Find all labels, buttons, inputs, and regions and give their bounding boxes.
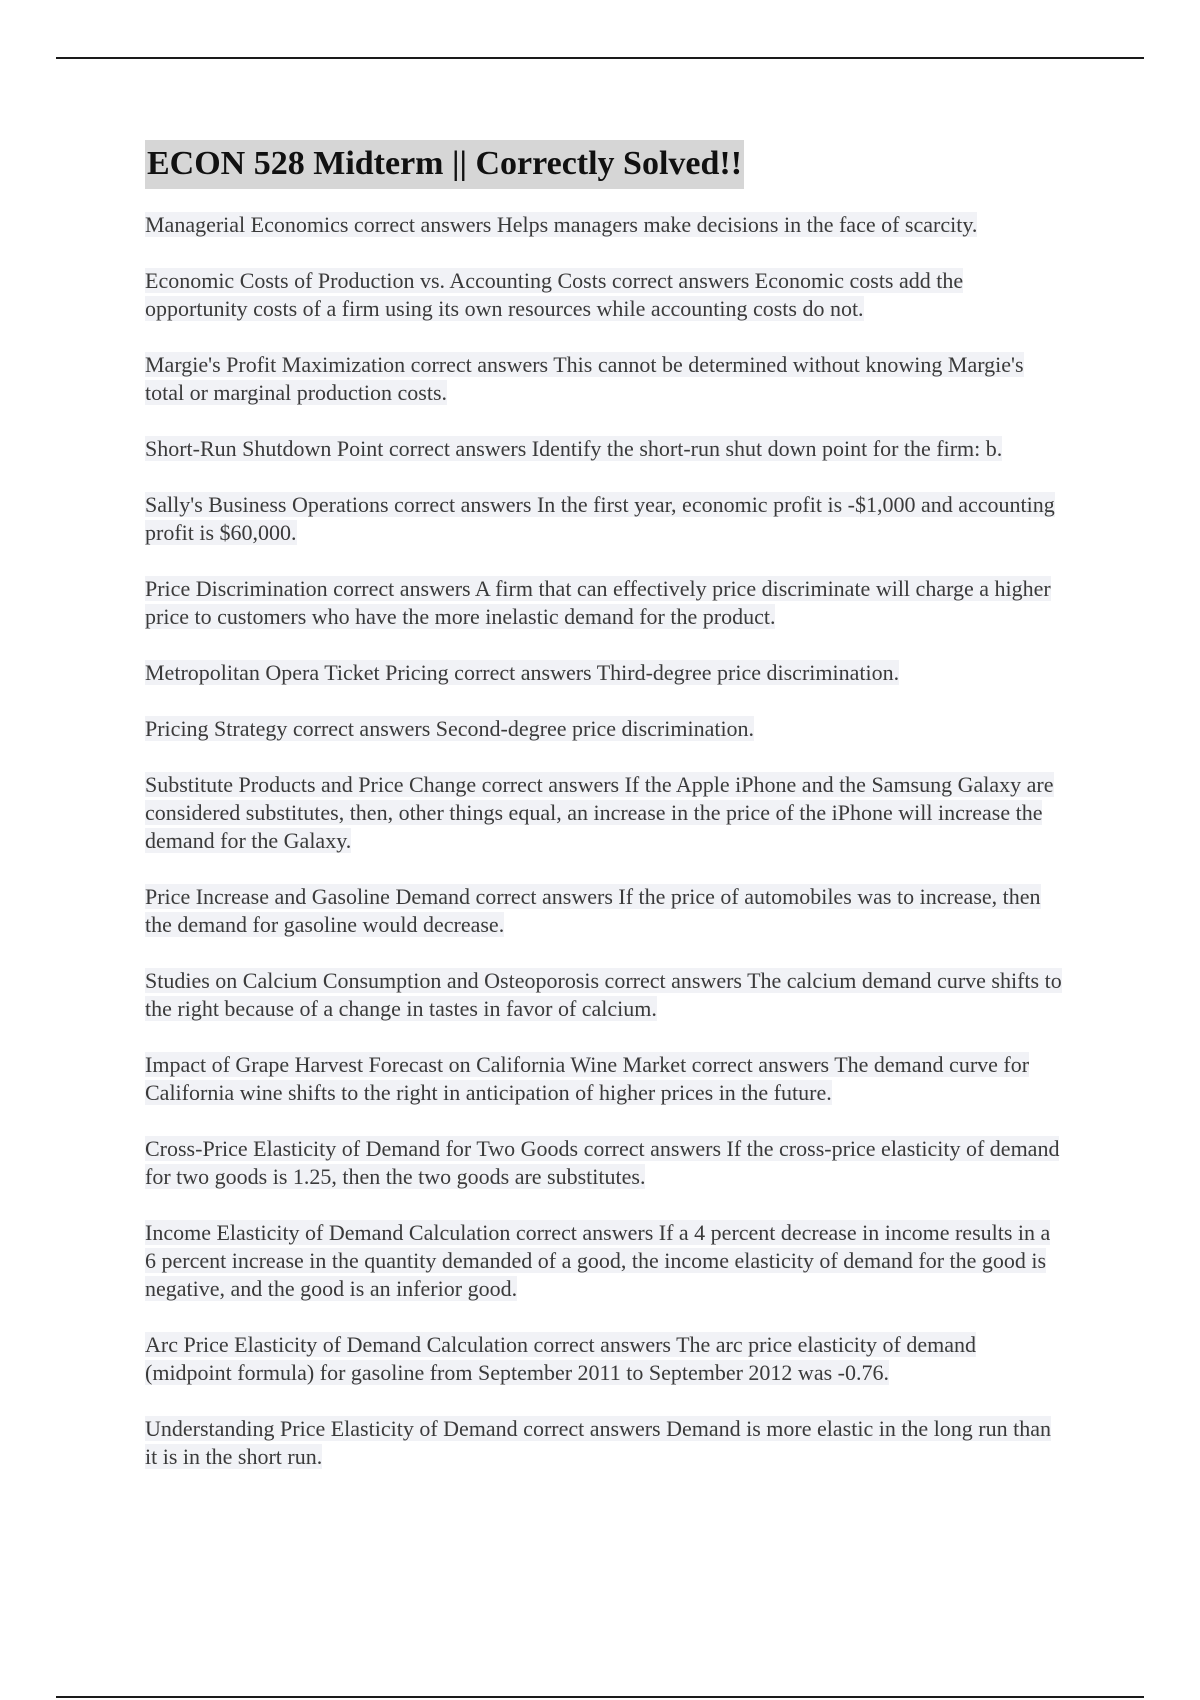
qa-item-text: Metropolitan Opera Ticket Pricing correct answers Third-degree price discrimination. — [145, 660, 900, 686]
qa-item — [145, 575, 1065, 631]
qa-item-text: Margie's Profit Maximization correct answers This cannot be determined without knowing Margie's total or marginal production costs. — [145, 352, 1024, 406]
qa-item-text: Price Discrimination correct answers A firm that can effectively price discriminate will charge a higher price to customers who have the more inelastic demand for the product. — [145, 576, 1051, 630]
qa-item-text: Studies on Calcium Consumption and Osteoporosis correct answers The calcium demand curve shifts to the right because of a change in tastes in favor of calcium. — [145, 968, 1062, 1022]
qa-item — [145, 1219, 1065, 1303]
qa-item — [145, 771, 1065, 855]
qa-item-text: Price Increase and Gasoline Demand correct answers If the price of automobiles was to increase, then the demand for gasoline would decrease. — [145, 884, 1041, 938]
qa-item — [145, 1135, 1065, 1191]
qa-item-text: Income Elasticity of Demand Calculation correct answers If a 4 percent decrease in income results in a 6 percent increase in the quantity demanded of a good, the income elasticity of demand for the good is negative, and the good is an inferior good. — [145, 1220, 1051, 1302]
qa-item — [145, 351, 1065, 407]
qa-item — [145, 659, 1065, 687]
qa-item-text: Impact of Grape Harvest Forecast on California Wine Market correct answers The demand curve for California wine shifts to the right in anticipation of higher prices in the future. — [145, 1052, 1030, 1106]
qa-item — [145, 211, 1065, 239]
top-divider — [56, 57, 1144, 59]
qa-item — [145, 883, 1065, 939]
document-title: ECON 528 Midterm || Correctly Solved!! — [145, 140, 744, 189]
qa-item-text: Arc Price Elasticity of Demand Calculation correct answers The arc price elasticity of demand (midpoint formula) for gasoline from September 2011 to September 2012 was -0.76. — [145, 1332, 976, 1386]
qa-item-text: Substitute Products and Price Change correct answers If the Apple iPhone and the Samsung Galaxy are considered substitutes, then, other things equal, an increase in the price of the iPhone will increase the demand for the Galaxy. — [145, 772, 1054, 854]
qa-item — [145, 491, 1065, 547]
qa-item — [145, 1331, 1065, 1387]
qa-item-text: Understanding Price Elasticity of Demand correct answers Demand is more elastic in the long run than it is in the short run. — [145, 1416, 1052, 1470]
qa-item-text: Pricing Strategy correct answers Second-degree price discrimination. — [145, 716, 755, 742]
qa-item-text: Cross-Price Elasticity of Demand for Two Goods correct answers If the cross-price elasticity of demand for two goods is 1.25, then the two goods are substitutes. — [145, 1136, 1060, 1190]
qa-item-text: Sally's Business Operations correct answers In the first year, economic profit is -$1,000 and accounting profit is $60,000. — [145, 492, 1055, 546]
qa-item — [145, 1415, 1065, 1471]
qa-item — [145, 435, 1065, 463]
qa-list — [145, 211, 1065, 1471]
qa-item-text: Short-Run Shutdown Point correct answers Identify the short-run shut down point for the firm: b. — [145, 436, 1003, 462]
qa-item — [145, 715, 1065, 743]
qa-item — [145, 267, 1065, 323]
bottom-divider — [56, 1696, 1144, 1698]
qa-item — [145, 1051, 1065, 1107]
qa-item-text: Economic Costs of Production vs. Accounting Costs correct answers Economic costs add the opportunity costs of a firm using its own resources while accounting costs do not. — [145, 268, 964, 322]
qa-item — [145, 967, 1065, 1023]
qa-item-text: Managerial Economics correct answers Helps managers make decisions in the face of scarcity. — [145, 212, 978, 238]
document-body — [145, 140, 1065, 1499]
